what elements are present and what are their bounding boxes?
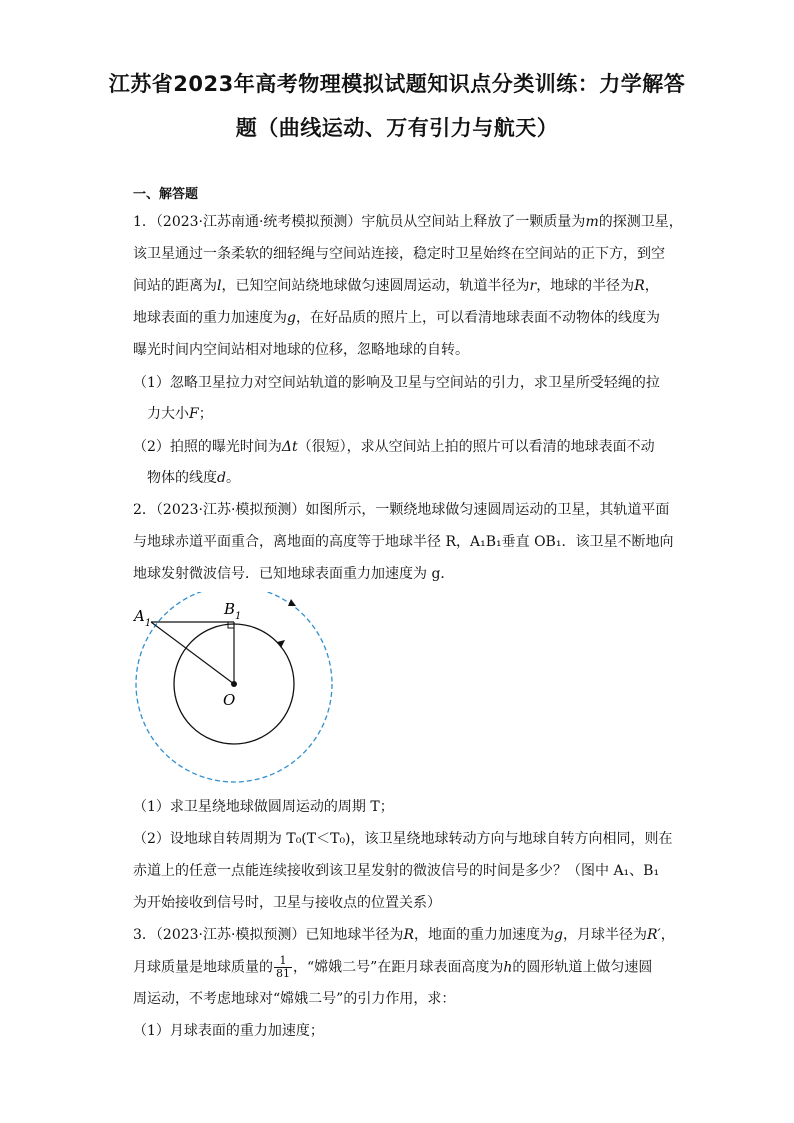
q3-line-2 xyxy=(133,955,652,980)
fraction-denominator: 81 xyxy=(276,967,290,980)
q2-sub-2-line-1: （2）设地球自转周期为 T₀(T＜T₀)，该卫星绕地球转动方向与地球自转方向相同，则在 xyxy=(133,831,673,847)
label-a1: $A_1$ xyxy=(134,607,152,629)
var-d: d xyxy=(217,470,226,486)
q3-text: ， xyxy=(660,927,675,943)
q3-text: ，月球半径为 xyxy=(562,927,647,943)
var-R: R xyxy=(403,927,414,943)
q1-sub-2-line-2 xyxy=(147,468,240,488)
q2-line-1: 2．（2023·江苏·模拟预测）如图所示，一颗绕地球做匀速圆周运动的卫星，其轨道平面 xyxy=(133,502,670,518)
q1-line-2: 该卫星通过一条柔软的细轻绳与空间站连接，稳定时卫星始终在空间站的正下方，到空 xyxy=(133,246,665,262)
q3-text: 的圆形轨道上做匀速圆 xyxy=(512,959,653,976)
var-m: m xyxy=(585,214,599,230)
var-F: F xyxy=(189,406,199,422)
fraction-1-81 xyxy=(274,955,292,980)
q1-text: （2）拍照的曝光时间为 xyxy=(133,439,282,455)
q1-line-5: 曝光时间内空间站相对地球的位移，忽略地球的自转。 xyxy=(133,342,469,358)
var-g: g xyxy=(553,927,563,943)
var-dt: Δt xyxy=(281,439,298,455)
q2-sub-2-line-2: 赤道上的任意一点能连续接收到该卫星发射的微波信号的时间是多少？（图中 A₁、B₁ xyxy=(133,863,660,879)
orbit-arrow-icon xyxy=(288,599,296,606)
q2-line-2: 与地球赤道平面重合，离地面的高度等于地球半径 R，A₁B₁垂直 OB₁．该卫星不断地向 xyxy=(133,534,674,550)
q1-text: ， xyxy=(644,278,659,294)
q1-text: 的探测卫星， xyxy=(598,214,683,230)
var-g: g xyxy=(287,310,296,326)
center-point xyxy=(231,681,237,687)
q2-sub-2-line-3: 为开始接收到信号时，卫星与接收点的位置关系） xyxy=(133,895,441,911)
q3-sub-1: （1）月球表面的重力加速度； xyxy=(133,1023,324,1039)
document-title-line-1: 江苏省2023年高考物理模拟试题知识点分类训练：力学解答 xyxy=(108,72,686,96)
label-b1: $B_1$ xyxy=(224,600,242,622)
q1-text: 间站的距离为 xyxy=(133,278,217,294)
q1-line-4 xyxy=(133,308,660,328)
section-heading: 一、解答题 xyxy=(133,187,199,202)
var-R-prime: R′ xyxy=(646,927,661,943)
q2-line-3: 地球发射微波信号．已知地球表面重力加速度为 g． xyxy=(133,566,455,582)
q1-text: （很短），求从空间站上拍的照片可以看清的地球表面不动 xyxy=(297,439,655,455)
var-h: h xyxy=(503,959,513,976)
q1-line-3 xyxy=(133,276,659,296)
orbit-figure xyxy=(128,592,348,790)
q3-line-1 xyxy=(133,925,675,945)
var-r: r xyxy=(529,278,537,294)
fraction-numerator: 1 xyxy=(274,955,292,968)
var-l: l xyxy=(217,278,222,294)
q3-text: ，“嫦娥二号”在距月球表面高度为 xyxy=(293,959,504,976)
q1-text: 物体的线度 xyxy=(147,470,217,486)
q1-text: 1．（2023·江苏南通·统考模拟预测）宇航员从空间站上释放了一颗质量为 xyxy=(133,214,586,230)
q1-text: ，已知空间站绕地球做匀速圆周运动，轨道半径为 xyxy=(221,278,530,294)
q3-text: 月球质量是地球质量的 xyxy=(133,959,273,976)
q1-sub-1-line-1: （1）忽略卫星拉力对空间站轨道的影响及卫星与空间站的引力，求卫星所受轻绳的拉 xyxy=(133,375,660,391)
document-title-line-2: 题（曲线运动、万有引力与航天） xyxy=(235,116,559,140)
line-a1-o xyxy=(151,622,234,684)
right-angle-mark xyxy=(228,622,234,628)
q1-sub-1-line-2 xyxy=(147,404,213,424)
q1-text: 地球表面的重力加速度为 xyxy=(133,310,287,326)
q1-text: ，地球的半径为 xyxy=(536,278,635,294)
q1-text: 力大小 xyxy=(147,406,189,422)
q3-text: 3．（2023·江苏·模拟预测）已知地球半径为 xyxy=(133,927,404,943)
q1-sub-2-line-1 xyxy=(133,437,655,457)
label-o: O xyxy=(223,691,236,709)
var-R: R xyxy=(634,278,645,294)
q2-sub-1: （1）求卫星绕地球做圆周运动的周期 T； xyxy=(133,799,394,815)
q1-text: ，在好品质的照片上，可以看清地球表面不动物体的线度为 xyxy=(295,310,660,326)
q1-text: 。 xyxy=(225,470,240,486)
q3-line-3: 周运动，不考虑地球对“嫦娥二号”的引力作用，求： xyxy=(133,991,456,1007)
q1-line-1 xyxy=(133,212,683,232)
q3-text: ，地面的重力加速度为 xyxy=(413,927,554,943)
q1-text: ； xyxy=(198,406,213,422)
